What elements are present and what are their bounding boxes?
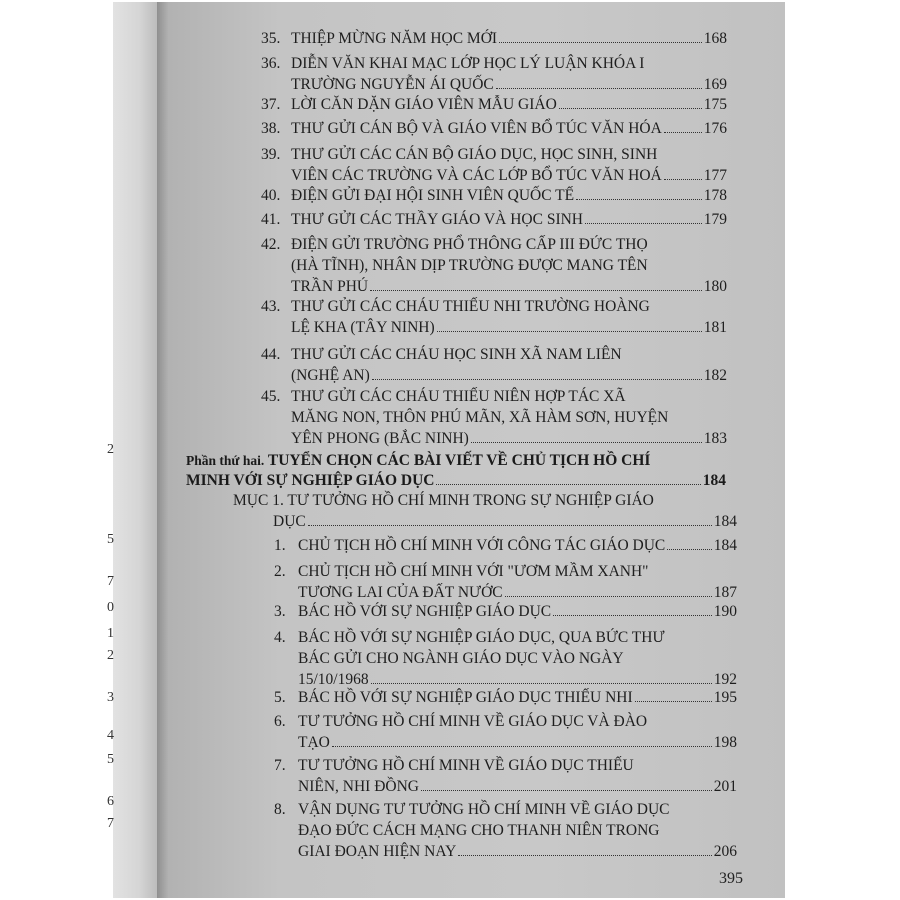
entry-title: YÊN PHONG (BẮC NINH) bbox=[291, 430, 469, 447]
part-title: TUYỂN CHỌN CÁC BÀI VIẾT VỀ CHỦ TỊCH HỒ CHÍ bbox=[267, 452, 651, 469]
entry-page: 190 bbox=[713, 603, 737, 620]
entry-page: 179 bbox=[703, 211, 727, 228]
entry-page: 184 bbox=[713, 537, 737, 554]
page-number: 395 bbox=[719, 870, 743, 887]
entry-title: (NGHỆ AN) bbox=[291, 367, 370, 384]
entry-page: 176 bbox=[703, 120, 727, 137]
entry-page: 168 bbox=[703, 30, 727, 47]
entry-title: DIỄN VĂN KHAI MẠC LỚP HỌC LÝ LUẬN KHÓA I bbox=[291, 55, 645, 72]
section-title: DỤC bbox=[273, 513, 306, 530]
part-heading bbox=[186, 451, 726, 491]
entry-number: 42. bbox=[261, 236, 281, 253]
dot-leader bbox=[559, 108, 702, 109]
entry-title: TƯ TƯỞNG HỒ CHÍ MINH VỀ GIÁO DỤC VÀ ĐÀO bbox=[298, 713, 648, 730]
dot-leader bbox=[371, 683, 712, 684]
entry-number: 41. bbox=[261, 211, 281, 228]
entry-number: 39. bbox=[261, 146, 281, 163]
entry-page: 195 bbox=[713, 689, 737, 706]
entry-number: 36. bbox=[261, 55, 281, 72]
entry-title: ĐẠO ĐỨC CÁCH MẠNG CHO THANH NIÊN TRONG bbox=[298, 822, 660, 839]
entry-number: 3. bbox=[274, 603, 286, 620]
entry-page: 198 bbox=[713, 734, 737, 751]
entry-page: 206 bbox=[713, 843, 737, 860]
entry-page: 169 bbox=[703, 76, 727, 93]
entry-number: 38. bbox=[261, 120, 281, 137]
entry-page: 180 bbox=[703, 278, 727, 295]
left-page-digit: 2 bbox=[107, 442, 114, 457]
left-page-digit: 6 bbox=[107, 794, 114, 809]
entry-number: 8. bbox=[274, 801, 286, 818]
entry-page: 177 bbox=[703, 167, 727, 184]
entry-title: LỜI CĂN DẶN GIÁO VIÊN MẪU GIÁO bbox=[291, 96, 557, 113]
entry-title: TRƯỜNG NGUYỄN ÁI QUỐC bbox=[291, 76, 494, 93]
entry-title: TẠO bbox=[298, 734, 330, 751]
entry-title: ĐIỆN GỬI TRƯỜNG PHỔ THÔNG CẤP III ĐỨC THỌ bbox=[291, 236, 648, 253]
entry-title: MĂNG NON, THÔN PHÚ MÃN, XÃ HÀM SƠN, HUYỆN bbox=[291, 409, 669, 426]
entry-title: (HÀ TĨNH), NHÂN DỊP TRƯỜNG ĐƯỢC MANG TÊN bbox=[291, 257, 648, 274]
entry-title: CHỦ TỊCH HỒ CHÍ MINH VỚI "ƯƠM MẦM XANH" bbox=[298, 563, 649, 580]
entry-title: THƯ GỬI CÁC CHÁU THIẾU NHI TRƯỜNG HOÀNG bbox=[291, 298, 650, 315]
dot-leader bbox=[553, 615, 712, 616]
left-page-digit: 5 bbox=[107, 532, 114, 547]
entry-page: 201 bbox=[713, 778, 737, 795]
entry-title: TRẦN PHÚ bbox=[291, 278, 369, 295]
entry-title: ĐIỆN GỬI ĐẠI HỘI SINH VIÊN QUỐC TẾ bbox=[291, 187, 575, 204]
dot-leader bbox=[664, 179, 702, 180]
left-page-digit: 7 bbox=[107, 816, 114, 831]
entry-page: 187 bbox=[713, 584, 737, 601]
entry-title: TƯ TƯỞNG HỒ CHÍ MINH VỀ GIÁO DỤC THIẾU bbox=[298, 757, 634, 774]
entry-title: THƯ GỬI CÁC CHÁU THIẾU NIÊN HỢP TÁC XÃ bbox=[291, 388, 626, 405]
entry-title: THƯ GỬI CÁC THẦY GIÁO VÀ HỌC SINH bbox=[291, 211, 584, 228]
left-page-digit: 4 bbox=[107, 728, 114, 743]
dot-leader bbox=[437, 331, 702, 332]
entry-number: 5. bbox=[274, 689, 286, 706]
dot-leader bbox=[332, 746, 712, 747]
entry-title: BÁC HỒ VỚI SỰ NGHIỆP GIÁO DỤC THIẾU NHI bbox=[298, 689, 633, 706]
entry-number: 40. bbox=[261, 187, 281, 204]
entry-number: 4. bbox=[274, 629, 286, 646]
entry-title: THƯ GỬI CÁN BỘ VÀ GIÁO VIÊN BỔ TÚC VĂN HÓA bbox=[291, 120, 662, 137]
entry-title: THƯ GỬI CÁC CÁN BỘ GIÁO DỤC, HỌC SINH, SINH bbox=[291, 146, 658, 163]
entry-number: 44. bbox=[261, 346, 281, 363]
entry-number: 43. bbox=[261, 298, 281, 315]
dot-leader bbox=[436, 484, 700, 485]
entry-page: 175 bbox=[703, 96, 727, 113]
entry-title: BÁC GỬI CHO NGÀNH GIÁO DỤC VÀO NGÀY bbox=[298, 650, 624, 667]
entry-title: THƯ GỬI CÁC CHÁU HỌC SINH XÃ NAM LIÊN bbox=[291, 346, 622, 363]
entry-title: VIÊN CÁC TRƯỜNG VÀ CÁC LỚP BỔ TÚC VĂN HOÁ bbox=[291, 167, 662, 184]
entry-title: CHỦ TỊCH HỒ CHÍ MINH VỚI CÔNG TÁC GIÁO DỤC bbox=[298, 537, 666, 554]
dot-leader bbox=[499, 42, 702, 43]
dot-leader bbox=[421, 790, 712, 791]
dot-leader bbox=[308, 525, 712, 526]
entry-number: 35. bbox=[261, 30, 281, 47]
left-page-digit: 3 bbox=[107, 690, 114, 705]
entry-title: VẬN DỤNG TƯ TƯỞNG HỒ CHÍ MINH VỀ GIÁO DỤC bbox=[298, 801, 670, 818]
dot-leader bbox=[585, 223, 702, 224]
dot-leader bbox=[664, 132, 702, 133]
entry-page: 178 bbox=[703, 187, 727, 204]
dot-leader bbox=[635, 701, 712, 702]
entry-number: 7. bbox=[274, 757, 286, 774]
dot-leader bbox=[471, 442, 702, 443]
entry-title: BÁC HỒ VỚI SỰ NGHIỆP GIÁO DỤC, QUA BỨC THƯ bbox=[298, 629, 665, 646]
section-page: 184 bbox=[713, 513, 737, 530]
dot-leader bbox=[458, 855, 711, 856]
dot-leader bbox=[496, 88, 702, 89]
part-title: MINH VỚI SỰ NGHIỆP GIÁO DỤC bbox=[186, 472, 435, 489]
dot-leader bbox=[576, 199, 702, 200]
entry-title: THIỆP MỪNG NĂM HỌC MỚI bbox=[291, 30, 498, 47]
dot-leader bbox=[370, 290, 702, 291]
dot-leader bbox=[372, 379, 702, 380]
entry-number: 37. bbox=[261, 96, 281, 113]
entry-page: 181 bbox=[703, 319, 727, 336]
left-page-digit: 7 bbox=[107, 574, 114, 589]
dot-leader bbox=[667, 549, 711, 550]
entry-number: 1. bbox=[274, 537, 286, 554]
entry-title: TƯƠNG LAI CỦA ĐẤT NƯỚC bbox=[298, 584, 503, 601]
entry-title: 15/10/1968 bbox=[298, 671, 369, 688]
entry-page: 192 bbox=[713, 671, 737, 688]
left-page-digit: 0 bbox=[107, 600, 114, 615]
entry-page: 182 bbox=[703, 367, 727, 384]
entry-number: 2. bbox=[274, 563, 286, 580]
entry-title: NIÊN, NHI ĐỒNG bbox=[298, 778, 419, 795]
entry-title: LỆ KHA (TÂY NINH) bbox=[291, 319, 435, 336]
entry-title: BÁC HỒ VỚI SỰ NGHIỆP GIÁO DỤC bbox=[298, 603, 552, 620]
entry-title: GIAI ĐOẠN HIỆN NAY bbox=[298, 843, 457, 860]
part-page: 184 bbox=[702, 472, 726, 489]
left-page-digit: 2 bbox=[107, 648, 114, 663]
section-heading bbox=[233, 490, 737, 532]
entry-page: 183 bbox=[703, 430, 727, 447]
left-page-digit: 1 bbox=[107, 626, 114, 641]
part-prefix: Phần thứ hai. bbox=[186, 453, 265, 468]
section-title: MỤC 1. TƯ TƯỞNG HỒ CHÍ MINH TRONG SỰ NGHIỆP GIÁO bbox=[233, 492, 654, 509]
entry-number: 6. bbox=[274, 713, 286, 730]
left-page-digit: 5 bbox=[107, 752, 114, 767]
entry-number: 45. bbox=[261, 388, 281, 405]
dot-leader bbox=[505, 596, 712, 597]
